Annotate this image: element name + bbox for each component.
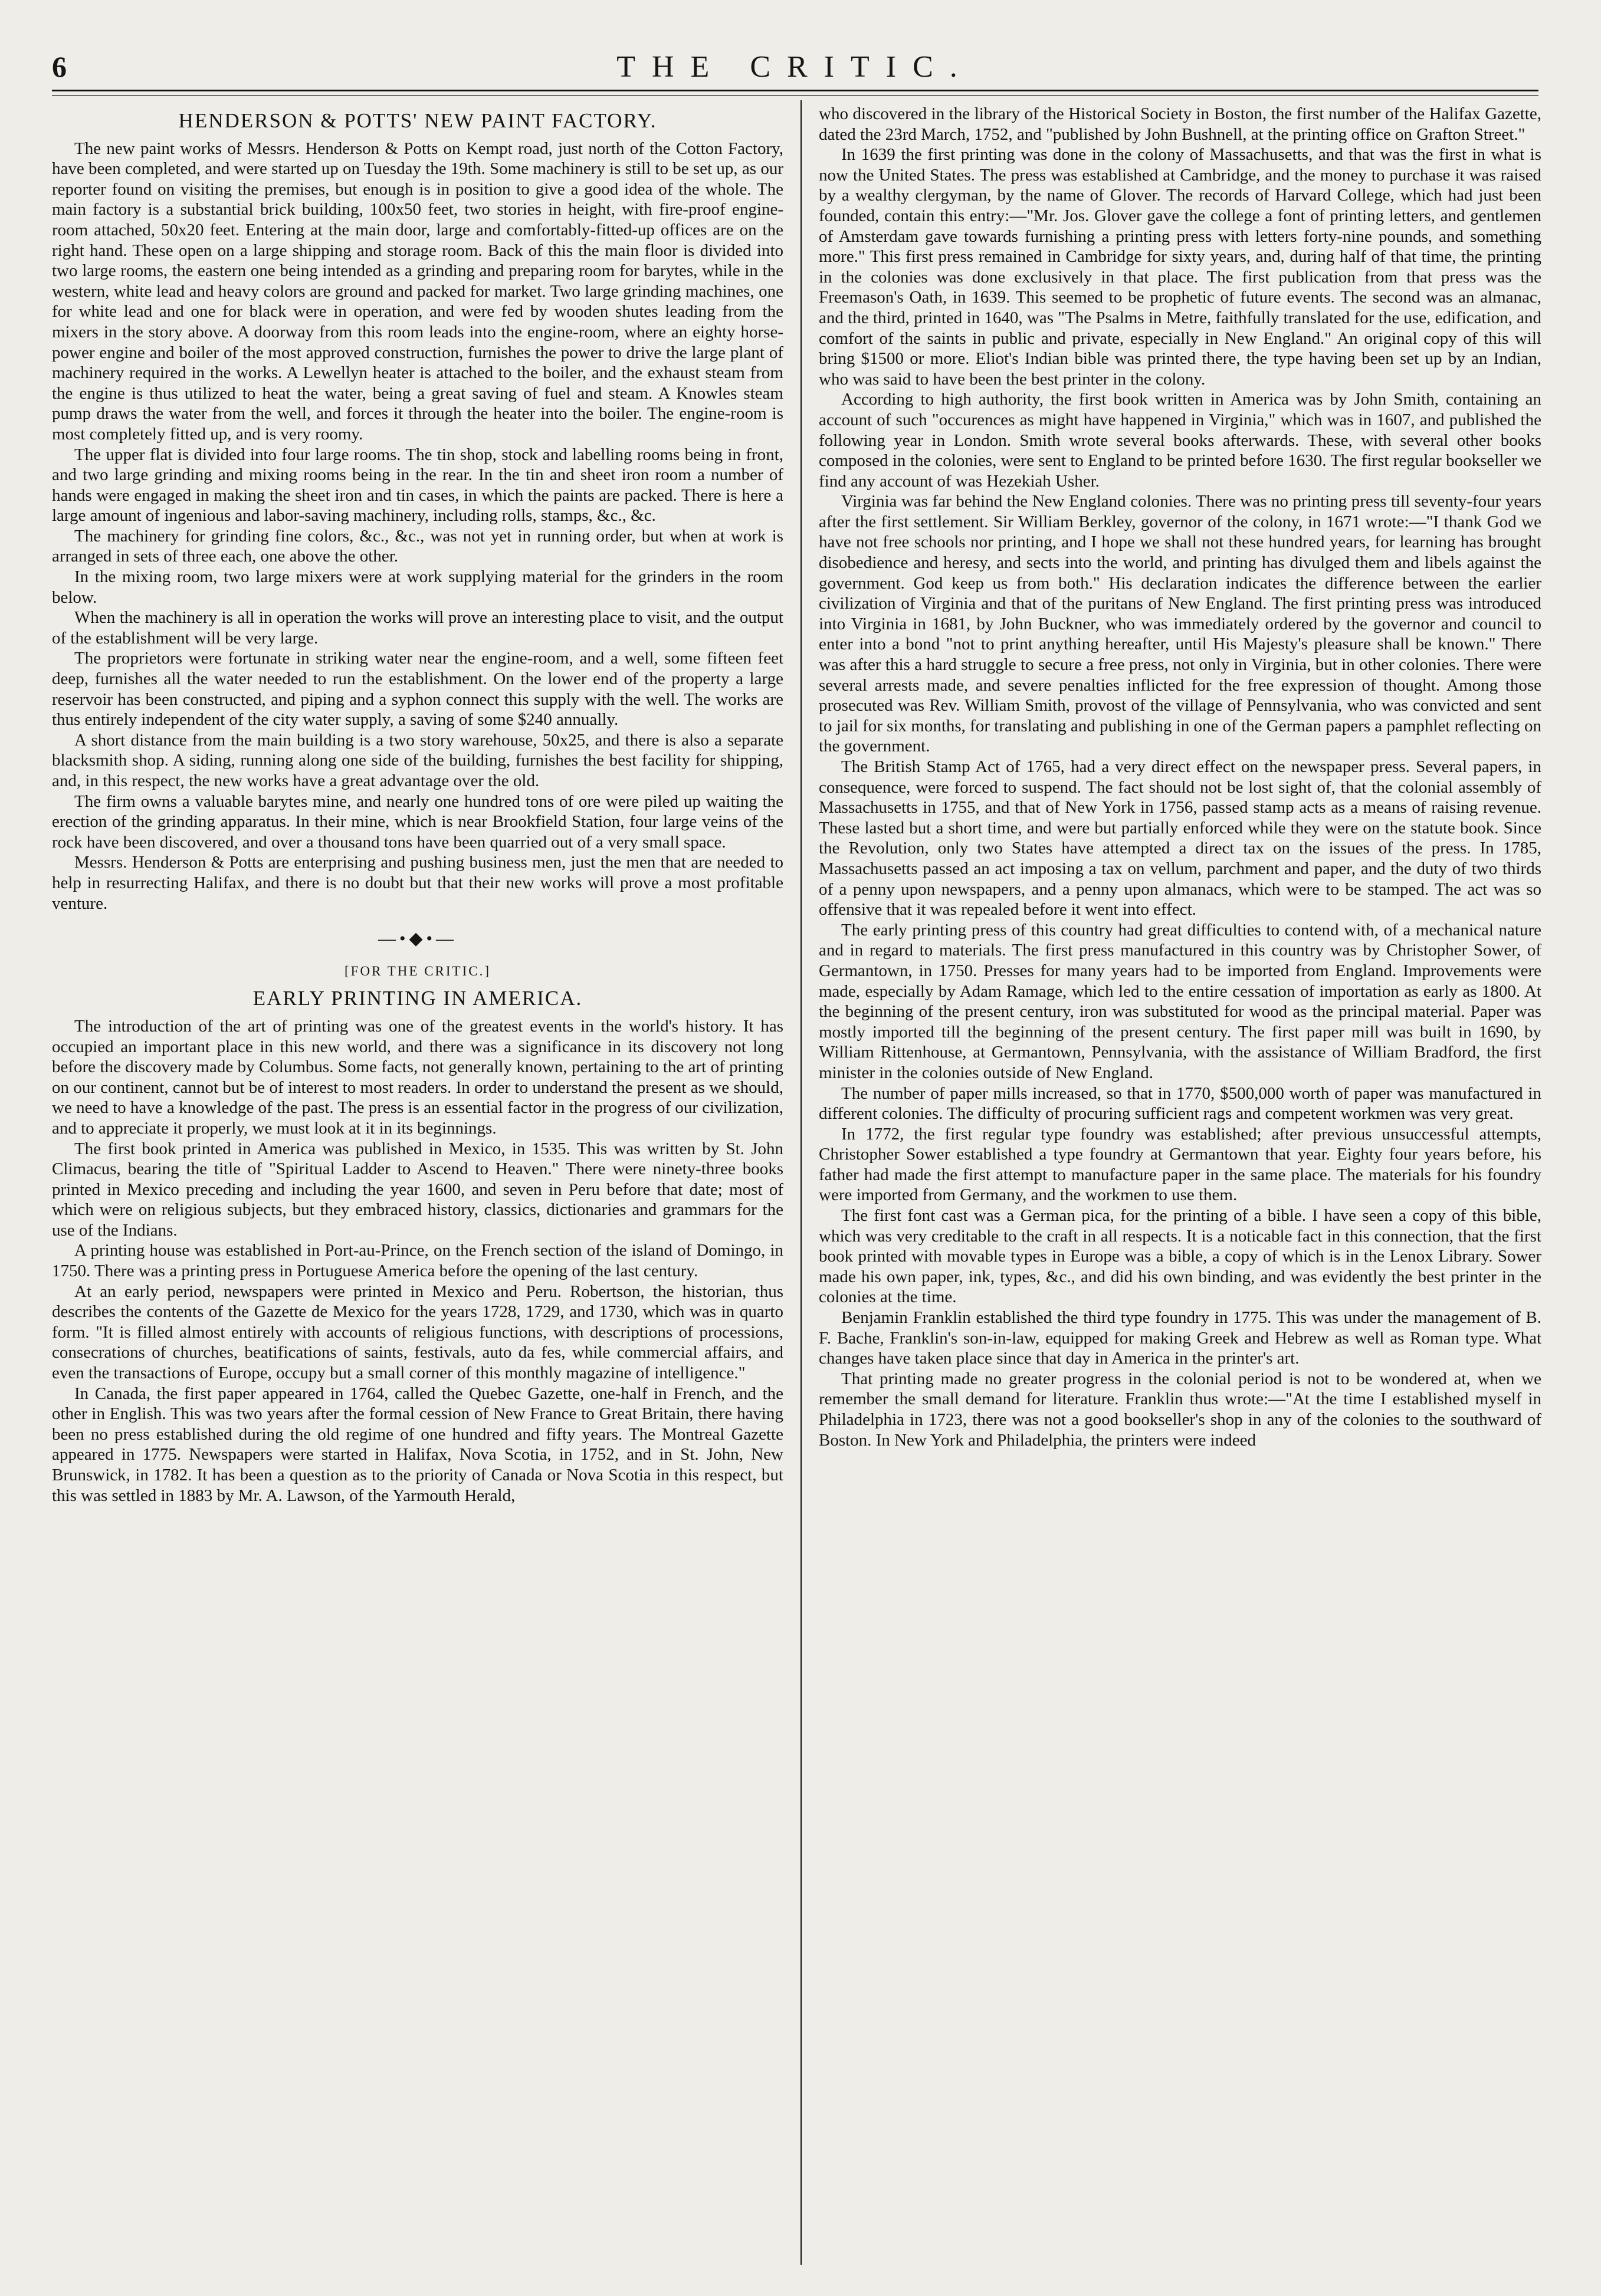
article-paragraph: According to high authority, the first book written in America was by John Smith, containing an account of such "occurences as might have happened in Virginia," which was in 1607, and published the following year in London. Smith wrote several books afterwards. These, with several other books composed in the colonies, were sent to England to be printed before 1630. The first regular bookseller we find any account of was Hezekiah Usher.	[819, 390, 1541, 491]
article-paragraph: Benjamin Franklin established the third type foundry in 1775. This was under the management of B. F. Bache, Franklin's son-in-law, equipped for making Greek and Hebrew as well as Roman type. What changes have taken place since that day in America in the printer's art.	[819, 1308, 1541, 1368]
article-paragraph: Virginia was far behind the New England colonies. There was no printing press till seventy-four years after the first settlement. Sir William Berkley, governor of the colony, in 1671 wrote:—"I thank God we have not free schools nor printing, and I hope we shall not these hundred years, for learning has brought disobedience and heresy, and sects into the world, and printing has divulged them and libels against the government. God keep us from both." His declaration indicates the difference between the earlier civilization of Virginia and that of the puritans of New England. The first printing press was introduced into Virginia in 1681, by John Buckner, who was immediately ordered by the governor and council to enter into a bond "not to print anything hereafter, until His Majesty's pleasure shall be known." There was after this a hard struggle to secure a free press, not only in Virginia, but in other colonies. There were several arrests made, and severe penalties inflicted for the free expression of thought. Among those prosecuted was Rev. William Smith, provost of the village of Pennsylvania, who was convicted and sent to jail for six months, for translating and publishing in one of the German papers a pamphlet reflecting on the government.	[819, 492, 1541, 756]
article-paragraph: In 1639 the first printing was done in the colony of Massachusetts, and that was the first in what is now the United States. The press was established at Cambridge, and the money to purchase it was raised by a wealthy clergyman, by the name of Glover. The records of Harvard College, which had just been founded, contain this entry:—"Mr. Jos. Glover gave the college a font of printing letters, and gentlemen of Amsterdam gave towards furnishing a printing press with letters forty-nine pounds, and something more." This first press remained in Cambridge for sixty years, and, during half of that time, the printing in the colonies was done exclusively in that place. The first publication from that press was the Freemason's Oath, in 1639. This seemed to be prophetic of future events. The second was an almanac, and the third, printed in 1640, was "The Psalms in Metre, faithfully translated for the use, edification, and comfort of the saints in public and private, especially in New England." An original copy of this will bring $1500 or more. Eliot's Indian bible was printed there, the type having been set up by an Indian, who was said to have been the best printer in the colony.	[819, 145, 1541, 389]
article-paragraph: The new paint works of Messrs. Henderson & Potts on Kempt road, just north of the Cotton Factory, have been completed, and were started up on Tuesday the 19th. Some machinery is still to be set up, as our reporter found on visiting the premises, but enough is in position to give a good idea of the whole. The main factory is a substantial brick building, 100x50 feet, two stories in height, with fire-proof engine-room attached, 50x20 feet. Entering at the main door, large and comfortably-fitted-up offices are on the right hand. These open on a large shipping and storage room. Back of this the main floor is divided into two large rooms, the eastern one being intended as a grinding and preparing room for barytes, while in the western, white lead and heavy colors are ground and packed for market. Two large grinding machines, one for white lead and one for black were in operation, and were fed by wooden shutes leading from the mixers in the story above. A doorway from this room leads into the engine-room, where an eighty horse-power engine and boiler of the most approved construction, furnishes the power to drive the large plant of machinery required in the works. A Lewellyn heater is attached to the boiler, and the exhaust steam from the engine is thus utilized to heat the water, being a great saving of fuel and steam. A Knowles steam pump draws the water from the well, and forces it through the heater into the boiler. The engine-room is most completely fitted up, and is very roomy.	[52, 139, 783, 444]
left-column	[52, 104, 783, 2262]
article-title-paint-factory: HENDERSON & POTTS' NEW PAINT FACTORY.	[178, 109, 657, 132]
article-paragraph: When the machinery is all in operation the works will prove an interesting place to visit, and the output of the establishment will be very large.	[52, 608, 783, 648]
article-paragraph: The number of paper mills increased, so that in 1770, $500,000 worth of paper was manufactured in different colonies. The difficulty of procuring sufficient rags and competent workmen was very great.	[819, 1083, 1541, 1124]
article-paragraph: The upper flat is divided into four large rooms. The tin shop, stock and labelling rooms being in front, and two large grinding and mixing rooms being in the rear. In the tin and sheet iron room a number of hands were engaged in making the sheet iron and tin cases, in which the paints are packed. There is here a large amount of ingenious and labor-saving machinery, including rolls, stamps, &c., &c.	[52, 445, 783, 525]
article-paragraph: The firm owns a valuable barytes mine, and nearly one hundred tons of ore were piled up waiting the erection of the grinding apparatus. In their mine, which is near Brookfield Station, four large veins of the rock have been discovered, and over a thousand tons have been quarried out of a very small space.	[52, 791, 783, 852]
article-paragraph: The machinery for grinding fine colors, &c., &c., was not yet in running order, but when at work is arranged in sets of three each, one above the other.	[52, 526, 783, 566]
article-paragraph: A printing house was established in Port-au-Prince, on the French section of the island of Domingo, in 1750. There was a printing press in Portuguese America before the opening of the last century.	[52, 1241, 783, 1281]
article-paragraph: In 1772, the first regular type foundry was established; after previous unsuccessful attempts, Christopher Sower established a type foundry at Germantown that year. Eighty four years before, his father had made the first attempt to manufacture paper in the same place. The materials for his foundry were imported from Germany, and the workmen to use them.	[819, 1124, 1541, 1205]
article-paragraph: That printing made no greater progress in the colonial period is not to be wondered at, when we remember the small demand for literature. Franklin thus wrote:—"At the time I established myself in Philadelphia in 1723, there was not a good bookseller's shop in any of the colonies to the southward of Boston. In New York and Philadelphia, the printers were indeed	[819, 1369, 1541, 1450]
section-ornament: —•◆•—	[378, 929, 458, 949]
article-paragraph: who discovered in the library of the Historical Society in Boston, the first number of the Halifax Gazette, dated the 23rd March, 1752, and "published by John Bushnell, at the printing office on Grafton Street."	[819, 104, 1541, 144]
masthead-title: THE CRITIC.	[616, 50, 974, 84]
article-paragraph: The British Stamp Act of 1765, had a very direct effect on the newspaper press. Several papers, in consequence, were forced to suspend. The fact should not be lost sight of, that the colonial assembly of Massachusetts in 1755, and that of New York in 1756, passed stamp acts as a means of raising revenue. These lasted but a short time, and were but partially enforced while they were on the statute book. Since the Revolution, only two States have attempted a direct tax on the issues of the press. In 1785, Massachusetts passed an act imposing a tax on vellum, parchment and paper, and the duty of two thirds of a penny upon newspapers, and a penny upon almanacs, which were to be stamped. The act was so offensive that it was repealed before it went into effect.	[819, 757, 1541, 919]
article-paragraph: In the mixing room, two large mixers were at work supplying material for the grinders in the room below.	[52, 567, 783, 607]
header-rule	[52, 90, 1538, 91]
article-paragraph: The first font cast was a German pica, for the printing of a bible. I have seen a copy of this bible, which was very creditable to the craft in all respects. It is a noticable fact in this connection, that the first book printed with movable types in Europe was a bible, a copy of which is in the Lenox Library. Sower made his own paper, ink, types, &c., and did his own binding, and was evidently the best printer in the colonies at the time.	[819, 1206, 1541, 1307]
article-paragraph: In Canada, the first paper appeared in 1764, called the Quebec Gazette, one-half in French, and the other in English. This was two years after the formal cession of New France to Great Britain, there having been no press established during the old regime of one hundred and fifty years. The Montreal Gazette appeared in 1775. Newspapers were started in Halifax, Nova Scotia, in 1752, and in St. John, New Brunswick, in 1782. It has been a question as to the priority of Canada or Nova Scotia in this respect, but this was settled in 1883 by Mr. A. Lawson, of the Yarmouth Herald,	[52, 1384, 783, 1505]
article-title-early-printing: EARLY PRINTING IN AMERICA.	[252, 987, 583, 1010]
column-divider	[801, 100, 802, 2265]
page-number: 6	[52, 50, 67, 83]
article-paragraph: The first book printed in America was published in Mexico, in 1535. This was written by St. John Climacus, bearing the title of "Spiritual Ladder to Ascend to Heaven." There were ninety-three books printed in Mexico preceding and including the year 1600, and seven in Peru before that date; most of which were on religious subjects, but they embraced history, classics, dictionaries and grammars for the use of the Indians.	[52, 1139, 783, 1240]
article-paragraph: At an early period, newspapers were printed in Mexico and Peru. Robertson, the historian, thus describes the contents of the Gazette de Mexico for the years 1728, 1729, and 1730, which was in quarto form. "It is filled almost entirely with accounts of religious functions, with descriptions of processions, consecrations of churches, beatifications of saints, festivals, auto da fes, while commercial affairs, and even the transactions of Europe, occupy but a small corner of this monthly magazine of intelligence."	[52, 1282, 783, 1383]
article-paragraph: The introduction of the art of printing was one of the greatest events in the world's history. It has occupied an important place in this new world, and there was a significance in its discovery not long before the discovery made by Columbus. Some facts, not generally known, pertaining to the art of printing on our continent, cannot but be of interest to most readers. In order to understand the present as we should, we need to have a knowledge of the past. The press is an essential factor in the progress of our civilization, and to appreciate it properly, we must look at it in its beginnings.	[52, 1016, 783, 1138]
article-paragraph: Messrs. Henderson & Potts are enterprising and pushing business men, just the men that are needed to help in resurrecting Halifax, and there is no doubt but that their new works will prove a most profitable venture.	[52, 853, 783, 913]
article-paragraph: The early printing press of this country had great difficulties to contend with, of a mechanical nature and in regard to materials. The first press manufactured in this country was by Christopher Sower, of Germantown, in 1750. Presses for many years had to be imported from England. Improvements were made, especially by Adam Ramage, which led to the entire cessation of importation as early as 1800. At the beginning of the present century, iron was substituted for wood as the principal material. Paper was mostly imported till the beginning of the present century. The first paper mill was built in 1690, by William Rittenhouse, at Germantown, Pennsylvania, with the assistance of William Bradford, the first minister in the colonies outside of New England.	[819, 920, 1541, 1082]
right-column	[819, 104, 1541, 2262]
header-rule-thin	[52, 95, 1538, 96]
article-paragraph: A short distance from the main building is a two story warehouse, 50x25, and there is also a separate blacksmith shop. A siding, running along one side of the building, furnishes the best facility for shipping, and, in this respect, the new works have a great advantage over the old.	[52, 730, 783, 790]
article-paragraph: The proprietors were fortunate in striking water near the engine-room, and a well, some fifteen feet deep, furnishes all the water needed to run the establishment. On the lower end of the property a large reservoir has been constructed, and piping and a syphon connect this supply with the well. The works are thus entirely independent of the city water supply, a saving of some $240 annually.	[52, 649, 783, 730]
article-kicker: [FOR THE CRITIC.]	[345, 963, 491, 978]
page-header	[52, 50, 1538, 91]
